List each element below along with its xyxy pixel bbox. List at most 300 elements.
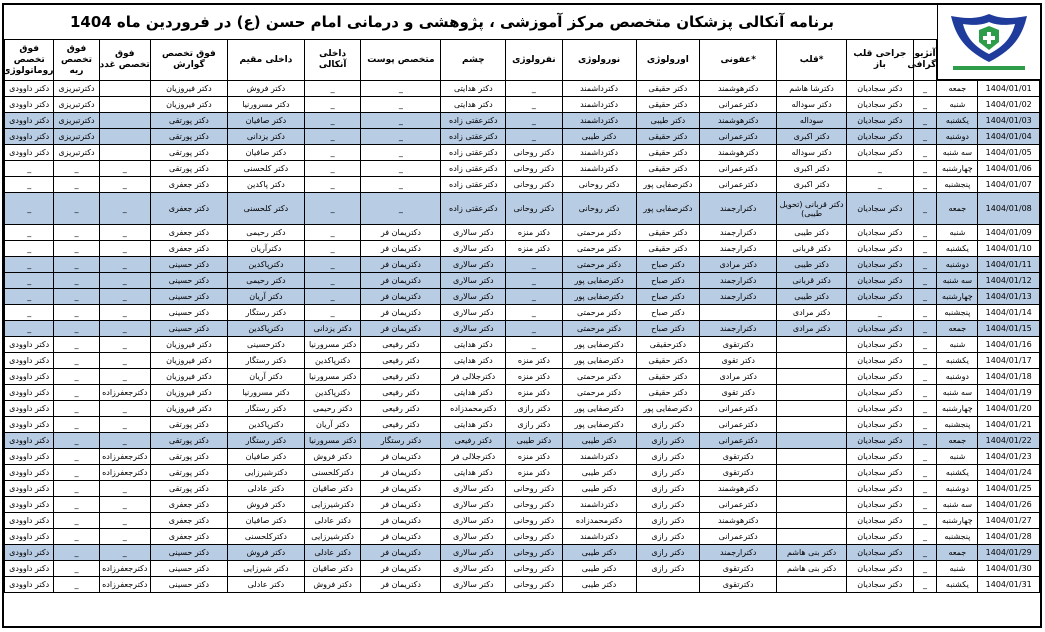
- doctor-cell: دکترصفایی پور: [562, 353, 636, 369]
- doctor-cell: دکتر مسرورنیا: [227, 385, 304, 401]
- doctor-cell: دکتر حقیقی: [636, 369, 700, 385]
- column-header: فوق تخصص روماتولوژی: [5, 40, 54, 81]
- doctor-cell: _: [54, 401, 99, 417]
- doctor-cell: دکترمحمدزاده: [441, 401, 506, 417]
- doctor-cell: دکتر داوودی: [5, 401, 54, 417]
- doctor-cell: دکترعقتی زاده: [441, 145, 506, 161]
- doctor-cell: دکتر روحانی: [506, 577, 562, 593]
- doctor-cell: _: [361, 145, 441, 161]
- doctor-cell: _: [913, 529, 937, 545]
- doctor-cell: دکتر اکبری: [777, 129, 847, 145]
- doctor-cell: دکتر منزه: [506, 241, 562, 257]
- doctor-cell: دکتر آریان: [227, 289, 304, 305]
- doctor-cell: _: [99, 289, 150, 305]
- doctor-cell: دکتر سجادیان: [847, 129, 914, 145]
- date-cell: 1404/01/21: [978, 417, 1040, 433]
- doctor-cell: _: [913, 321, 937, 337]
- doctor-cell: دکتر حقیقی: [636, 81, 700, 97]
- doctor-cell: [777, 385, 847, 401]
- header-row: [5, 40, 1040, 81]
- doctor-cell: دکتر هدایتی: [441, 337, 506, 353]
- table-row: [5, 177, 1040, 193]
- doctor-cell: دکتر جعفری: [150, 513, 227, 529]
- doctor-cell: دکتر منزه: [506, 449, 562, 465]
- doctor-cell: دکتر رازی: [636, 465, 700, 481]
- doctor-cell: دکتر پورتقی: [150, 161, 227, 177]
- doctor-cell: دکتر قربانی (تحویل طیبی): [777, 193, 847, 225]
- doctor-cell: دکتر داوودی: [5, 337, 54, 353]
- doctor-cell: دکترتبریزی: [54, 145, 99, 161]
- doctor-cell: _: [361, 113, 441, 129]
- doctor-cell: دکتر شیرزایی: [227, 561, 304, 577]
- day-cell: جمعه: [937, 81, 978, 97]
- doctor-cell: دکتر سالاری: [441, 273, 506, 289]
- doctor-cell: دکتر مرحمتی: [562, 225, 636, 241]
- doctor-cell: دکتر رازی: [636, 433, 700, 449]
- doctor-cell: دکتر عادلی: [227, 577, 304, 593]
- doctor-cell: _: [5, 289, 54, 305]
- doctor-cell: دکتر رستگار: [227, 353, 304, 369]
- table-row: [5, 273, 1040, 289]
- doctor-cell: دکتر صباح: [636, 321, 700, 337]
- doctor-cell: دکترعقتی زاده: [441, 113, 506, 129]
- doctor-cell: دکتر سالاری: [441, 257, 506, 273]
- column-header: داخلی مقیم: [227, 40, 304, 81]
- doctor-cell: دکترداشمند: [562, 145, 636, 161]
- day-cell: شنبه: [937, 449, 978, 465]
- doctor-cell: دکتریمان فر: [361, 257, 441, 273]
- doctor-cell: دکتر روحانی: [506, 561, 562, 577]
- doctor-cell: دکتر هدایتی: [441, 353, 506, 369]
- doctor-cell: _: [913, 241, 937, 257]
- doctor-cell: دکتر روحانی: [562, 177, 636, 193]
- doctor-cell: [99, 97, 150, 113]
- date-cell: 1404/01/02: [978, 97, 1040, 113]
- doctor-cell: _: [54, 241, 99, 257]
- doctor-cell: _: [99, 529, 150, 545]
- doctor-cell: دکتر سالاری: [441, 545, 506, 561]
- table-row: [5, 529, 1040, 545]
- doctor-cell: _: [54, 561, 99, 577]
- doctor-cell: _: [913, 305, 937, 321]
- doctor-cell: _: [913, 177, 937, 193]
- day-cell: یکشنبه: [937, 465, 978, 481]
- day-cell: جمعه: [937, 193, 978, 225]
- schedule-table: [4, 39, 1040, 593]
- column-header: آنژیو گرافی: [913, 40, 937, 81]
- doctor-cell: _: [913, 449, 937, 465]
- doctor-cell: دکتر رحیمی: [227, 273, 304, 289]
- doctor-cell: _: [54, 353, 99, 369]
- doctor-cell: دکترجعفرزاده: [99, 465, 150, 481]
- page-title: برنامه آنکالی پزشکان متخصص مرکز آموزشی ، پژوهشی و درمانی امام حسن (ع) در فروردین ماه 1404: [4, 5, 900, 40]
- doctor-cell: دکتر طیبی: [562, 561, 636, 577]
- doctor-cell: دکتر رفیعی: [361, 401, 441, 417]
- day-cell: شنبه: [937, 337, 978, 353]
- doctor-cell: دکتر رازی: [636, 545, 700, 561]
- date-cell: 1404/01/08: [978, 193, 1040, 225]
- doctor-cell: _: [913, 113, 937, 129]
- doctor-cell: دکتر حقیقی: [636, 97, 700, 113]
- doctor-cell: دکتر رازی: [636, 417, 700, 433]
- table-row: [5, 433, 1040, 449]
- doctor-cell: دکتر داوودی: [5, 545, 54, 561]
- doctor-cell: دکتر حسینی: [150, 305, 227, 321]
- doctor-cell: دکتر حسینی: [150, 321, 227, 337]
- table-row: [5, 369, 1040, 385]
- doctor-cell: _: [913, 81, 937, 97]
- table-row: [5, 481, 1040, 497]
- doctor-cell: دکتریمان فر: [361, 545, 441, 561]
- date-cell: 1404/01/03: [978, 113, 1040, 129]
- doctor-cell: دکتر مرادی: [700, 369, 777, 385]
- doctor-cell: دکترعمرانی: [700, 97, 777, 113]
- doctor-cell: _: [99, 257, 150, 273]
- doctor-cell: دکتر پورتقی: [150, 113, 227, 129]
- doctor-cell: دکتر منزه: [506, 225, 562, 241]
- doctor-cell: دکتر عادلی: [227, 481, 304, 497]
- doctor-cell: _: [5, 321, 54, 337]
- column-header: متخصص پوست: [361, 40, 441, 81]
- doctor-cell: _: [54, 385, 99, 401]
- date-cell: 1404/01/25: [978, 481, 1040, 497]
- doctor-cell: دکتر رستگار: [361, 433, 441, 449]
- doctor-cell: _: [99, 241, 150, 257]
- doctor-cell: [99, 145, 150, 161]
- date-cell: 1404/01/18: [978, 369, 1040, 385]
- doctor-cell: دکتر سجادیان: [847, 289, 914, 305]
- doctor-cell: _: [913, 433, 937, 449]
- doctor-cell: دکتر سجادیان: [847, 241, 914, 257]
- doctor-cell: _: [913, 481, 937, 497]
- doctor-cell: دکتر سجادیان: [847, 337, 914, 353]
- doctor-cell: _: [506, 305, 562, 321]
- doctor-cell: دکتر روحانی: [562, 193, 636, 225]
- doctor-cell: دکترداشمند: [562, 113, 636, 129]
- doctor-cell: دکتر داوودی: [5, 353, 54, 369]
- doctor-cell: _: [54, 369, 99, 385]
- table-row: [5, 305, 1040, 321]
- doctor-cell: _: [54, 577, 99, 593]
- doctor-cell: دکتر رفیعی: [361, 353, 441, 369]
- doctor-cell: دکتر سجادیان: [847, 561, 914, 577]
- day-cell: پنجشنبه: [937, 177, 978, 193]
- doctor-cell: _: [506, 289, 562, 305]
- doctor-cell: [99, 81, 150, 97]
- doctor-cell: دکتر طیبی: [562, 545, 636, 561]
- doctor-cell: دکترعمرانی: [700, 161, 777, 177]
- doctor-cell: _: [54, 417, 99, 433]
- table-row: [5, 321, 1040, 337]
- doctor-cell: دکتر داوودی: [5, 113, 54, 129]
- doctor-cell: [777, 513, 847, 529]
- doctor-cell: دکترصفایی پور: [562, 337, 636, 353]
- doctor-cell: دکتر روحانی: [506, 497, 562, 513]
- doctor-cell: دکتر پاکدین: [227, 177, 304, 193]
- doctor-cell: دکتر داوودی: [5, 497, 54, 513]
- doctor-cell: دکترعمرانی: [700, 433, 777, 449]
- doctor-cell: دکتر سالاری: [441, 241, 506, 257]
- doctor-cell: [777, 481, 847, 497]
- doctor-cell: _: [54, 433, 99, 449]
- doctor-cell: _: [913, 385, 937, 401]
- doctor-cell: _: [54, 193, 99, 225]
- table-row: [5, 497, 1040, 513]
- doctor-cell: دکترتبریزی: [54, 81, 99, 97]
- doctor-cell: دکترپاکدین: [227, 321, 304, 337]
- table-row: [5, 465, 1040, 481]
- doctor-cell: دکتر سجادیان: [847, 385, 914, 401]
- day-cell: چهارشنبه: [937, 289, 978, 305]
- doctor-cell: دکتر سالاری: [441, 497, 506, 513]
- doctor-cell: دکتر سجادیان: [847, 449, 914, 465]
- doctor-cell: دکترارجمند: [700, 193, 777, 225]
- doctor-cell: دکتر یزدانی: [304, 321, 360, 337]
- doctor-cell: _: [54, 273, 99, 289]
- doctor-cell: دکتریمان فر: [361, 513, 441, 529]
- column-header: نفرولوژی: [506, 40, 562, 81]
- doctor-cell: دکتر سجادیان: [847, 273, 914, 289]
- doctor-cell: دکتر روحانی: [506, 481, 562, 497]
- column-header: داخلی آنکالی: [304, 40, 360, 81]
- doctor-cell: دکتر طیبی: [562, 433, 636, 449]
- doctor-cell: _: [304, 129, 360, 145]
- doctor-cell: دکترصفایی پور: [636, 177, 700, 193]
- doctor-cell: دکتر حسینی: [150, 289, 227, 305]
- doctor-cell: دکتر جعفری: [150, 193, 227, 225]
- doctor-cell: دکتر هدایتی: [441, 385, 506, 401]
- doctor-cell: _: [99, 417, 150, 433]
- day-cell: شنبه: [937, 225, 978, 241]
- doctor-cell: دکترمحمدزاده: [562, 513, 636, 529]
- doctor-cell: دکتر مرحمتی: [562, 369, 636, 385]
- table-row: [5, 113, 1040, 129]
- doctor-cell: [777, 433, 847, 449]
- doctor-cell: دکترصفایی پور: [562, 273, 636, 289]
- doctor-cell: دکتر سجادیان: [847, 145, 914, 161]
- doctor-cell: دکترعمرانی: [700, 417, 777, 433]
- doctor-cell: دکترپاکدین: [227, 417, 304, 433]
- doctor-cell: دکتر رازی: [506, 401, 562, 417]
- doctor-cell: _: [54, 161, 99, 177]
- doctor-cell: _: [99, 497, 150, 513]
- doctor-cell: دکتر جعفری: [150, 529, 227, 545]
- doctor-cell: _: [304, 161, 360, 177]
- date-cell: 1404/01/30: [978, 561, 1040, 577]
- doctor-cell: دکتر هدایتی: [441, 97, 506, 113]
- doctor-cell: دکتر رازی: [506, 417, 562, 433]
- doctor-cell: _: [54, 177, 99, 193]
- doctor-cell: _: [54, 449, 99, 465]
- doctor-cell: _: [304, 257, 360, 273]
- date-cell: 1404/01/23: [978, 449, 1040, 465]
- doctor-cell: [777, 401, 847, 417]
- doctor-cell: _: [99, 401, 150, 417]
- table-row: [5, 449, 1040, 465]
- table-row: [5, 257, 1040, 273]
- doctor-cell: دکتر صافیان: [227, 113, 304, 129]
- doctor-cell: دکتر سجادیان: [847, 513, 914, 529]
- doctor-cell: دکترشا هاشم: [777, 81, 847, 97]
- doctor-cell: _: [304, 289, 360, 305]
- doctor-cell: _: [361, 81, 441, 97]
- doctor-cell: دکتر سجادیان: [847, 417, 914, 433]
- doctor-cell: دکترکلحسنی: [227, 529, 304, 545]
- doctor-cell: _: [913, 289, 937, 305]
- doctor-cell: _: [361, 193, 441, 225]
- doctor-cell: _: [506, 321, 562, 337]
- doctor-cell: دکتر اکبری: [777, 161, 847, 177]
- doctor-cell: دکتر منزه: [506, 353, 562, 369]
- doctor-cell: دکتر طیبی: [636, 113, 700, 129]
- doctor-cell: دکتر طیبی: [777, 257, 847, 273]
- doctor-cell: [700, 305, 777, 321]
- doctor-cell: دکتر فروش: [227, 545, 304, 561]
- doctor-cell: دکترارجمند: [700, 225, 777, 241]
- date-cell: 1404/01/15: [978, 321, 1040, 337]
- doctor-cell: دکتر داوودی: [5, 433, 54, 449]
- doctor-cell: _: [361, 161, 441, 177]
- doctor-cell: دکتر عادلی: [304, 513, 360, 529]
- doctor-cell: دکترصفایی پور: [562, 401, 636, 417]
- doctor-cell: دکتر مسرورنیا: [304, 433, 360, 449]
- doctor-cell: دکتر صباح: [636, 257, 700, 273]
- doctor-cell: _: [913, 273, 937, 289]
- doctor-cell: دکتر جعفری: [150, 177, 227, 193]
- date-cell: 1404/01/07: [978, 177, 1040, 193]
- column-header: جراحی قلب باز: [847, 40, 914, 81]
- day-cell: پنجشنبه: [937, 529, 978, 545]
- doctor-cell: دکتر تقوی: [700, 353, 777, 369]
- doctor-cell: دکترداشمند: [562, 161, 636, 177]
- doctor-cell: دکتر حسینی: [150, 545, 227, 561]
- doctor-cell: دکترجعفرزاده: [99, 577, 150, 593]
- table-row: [5, 289, 1040, 305]
- doctor-cell: دکترشیرزایی: [304, 497, 360, 513]
- doctor-cell: دکترعقتی زاده: [441, 177, 506, 193]
- doctor-cell: دکتر سجادیان: [847, 577, 914, 593]
- doctor-cell: دکترعقتی زاده: [441, 193, 506, 225]
- doctor-cell: دکتر رستگار: [227, 305, 304, 321]
- doctor-cell: دکتر مرحمتی: [562, 305, 636, 321]
- doctor-cell: دکتر مرحمتی: [562, 241, 636, 257]
- doctor-cell: دکتر سالاری: [441, 577, 506, 593]
- doctor-cell: دکتر حقیقی: [636, 161, 700, 177]
- doctor-cell: دکتر سالاری: [441, 513, 506, 529]
- doctor-cell: _: [54, 545, 99, 561]
- doctor-cell: _: [54, 497, 99, 513]
- table-row: [5, 129, 1040, 145]
- doctor-cell: دکتر داوودی: [5, 81, 54, 97]
- schedule-sheet: [2, 3, 1042, 628]
- doctor-cell: سوداله: [777, 113, 847, 129]
- doctor-cell: دکتر سجادیان: [847, 257, 914, 273]
- doctor-cell: _: [913, 513, 937, 529]
- doctor-cell: دکتر سجادیان: [847, 433, 914, 449]
- doctor-cell: _: [913, 497, 937, 513]
- doctor-cell: دکتر سجادیان: [847, 481, 914, 497]
- doctor-cell: دکتر رفیعی: [441, 433, 506, 449]
- doctor-cell: دکترارجمند: [700, 289, 777, 305]
- doctor-cell: دکتریمان فر: [361, 273, 441, 289]
- date-cell: 1404/01/20: [978, 401, 1040, 417]
- doctor-cell: دکتر رستگار: [227, 401, 304, 417]
- doctor-cell: _: [54, 465, 99, 481]
- doctor-cell: دکتر هدایتی: [441, 417, 506, 433]
- doctor-cell: دکتر فیروزیان: [150, 353, 227, 369]
- doctor-cell: دکتر سالاری: [441, 289, 506, 305]
- doctor-cell: دکترصفایی پور: [636, 193, 700, 225]
- doctor-cell: دکتر حقیقی: [636, 129, 700, 145]
- doctor-cell: دکتر سالاری: [441, 529, 506, 545]
- doctor-cell: دکتر رحیمی: [304, 401, 360, 417]
- doctor-cell: دکتر داوودی: [5, 97, 54, 113]
- doctor-cell: _: [99, 193, 150, 225]
- doctor-cell: دکتر سجادیان: [847, 497, 914, 513]
- doctor-cell: [777, 465, 847, 481]
- doctor-cell: دکتر طیبی: [562, 129, 636, 145]
- doctor-cell: دکتر داوودی: [5, 529, 54, 545]
- date-cell: 1404/01/05: [978, 145, 1040, 161]
- day-cell: شنبه: [937, 97, 978, 113]
- doctor-cell: دکتر قربانی: [777, 241, 847, 257]
- doctor-cell: دکترشیرزایی: [227, 465, 304, 481]
- doctor-cell: دکتر صافیان: [304, 561, 360, 577]
- doctor-cell: دکترعمرانی: [700, 129, 777, 145]
- doctor-cell: دکتر سجادیان: [847, 545, 914, 561]
- doctor-cell: دکتر داوودی: [5, 481, 54, 497]
- doctor-cell: دکتر رفیعی: [361, 417, 441, 433]
- doctor-cell: دکتر داوودی: [5, 145, 54, 161]
- doctor-cell: دکتر فیروزیان: [150, 369, 227, 385]
- doctor-cell: دکتر سالاری: [441, 305, 506, 321]
- day-cell: شنبه: [937, 561, 978, 577]
- doctor-cell: دکتر فیروزیان: [150, 385, 227, 401]
- day-cell: دوشنبه: [937, 369, 978, 385]
- table-row: [5, 353, 1040, 369]
- header-date: [978, 40, 1040, 81]
- doctor-cell: _: [99, 481, 150, 497]
- day-cell: چهارشنبه: [937, 401, 978, 417]
- doctor-cell: دکترعمرانی: [700, 497, 777, 513]
- doctor-cell: _: [5, 193, 54, 225]
- doctor-cell: دکتر رازی: [636, 497, 700, 513]
- doctor-cell: دکترعقتی زاده: [441, 129, 506, 145]
- doctor-cell: دکترداشمند: [562, 529, 636, 545]
- doctor-cell: دکتر حقیقی: [636, 385, 700, 401]
- doctor-cell: _: [304, 241, 360, 257]
- doctor-cell: [777, 417, 847, 433]
- doctor-cell: دکتر سجادیان: [847, 193, 914, 225]
- doctor-cell: دکترارجمند: [700, 273, 777, 289]
- doctor-cell: دکتر روحانی: [506, 545, 562, 561]
- doctor-cell: دکتر حقیقی: [636, 241, 700, 257]
- doctor-cell: _: [54, 225, 99, 241]
- doctor-cell: دکتر صافیان: [227, 513, 304, 529]
- doctor-cell: دکتر داوودی: [5, 449, 54, 465]
- doctor-cell: دکترجعفرزاده: [99, 449, 150, 465]
- doctor-cell: دکتر پورتقی: [150, 129, 227, 145]
- doctor-cell: دکترتبریزی: [54, 113, 99, 129]
- header-day: [937, 40, 978, 81]
- doctor-cell: دکتر رازی: [636, 449, 700, 465]
- doctor-cell: دکتر مرحمتی: [562, 321, 636, 337]
- day-cell: چهارشنبه: [937, 513, 978, 529]
- doctor-cell: دکترشیرزایی: [304, 529, 360, 545]
- doctor-cell: دکترارجمند: [700, 321, 777, 337]
- table-row: [5, 417, 1040, 433]
- doctor-cell: دکتر مرادی: [777, 305, 847, 321]
